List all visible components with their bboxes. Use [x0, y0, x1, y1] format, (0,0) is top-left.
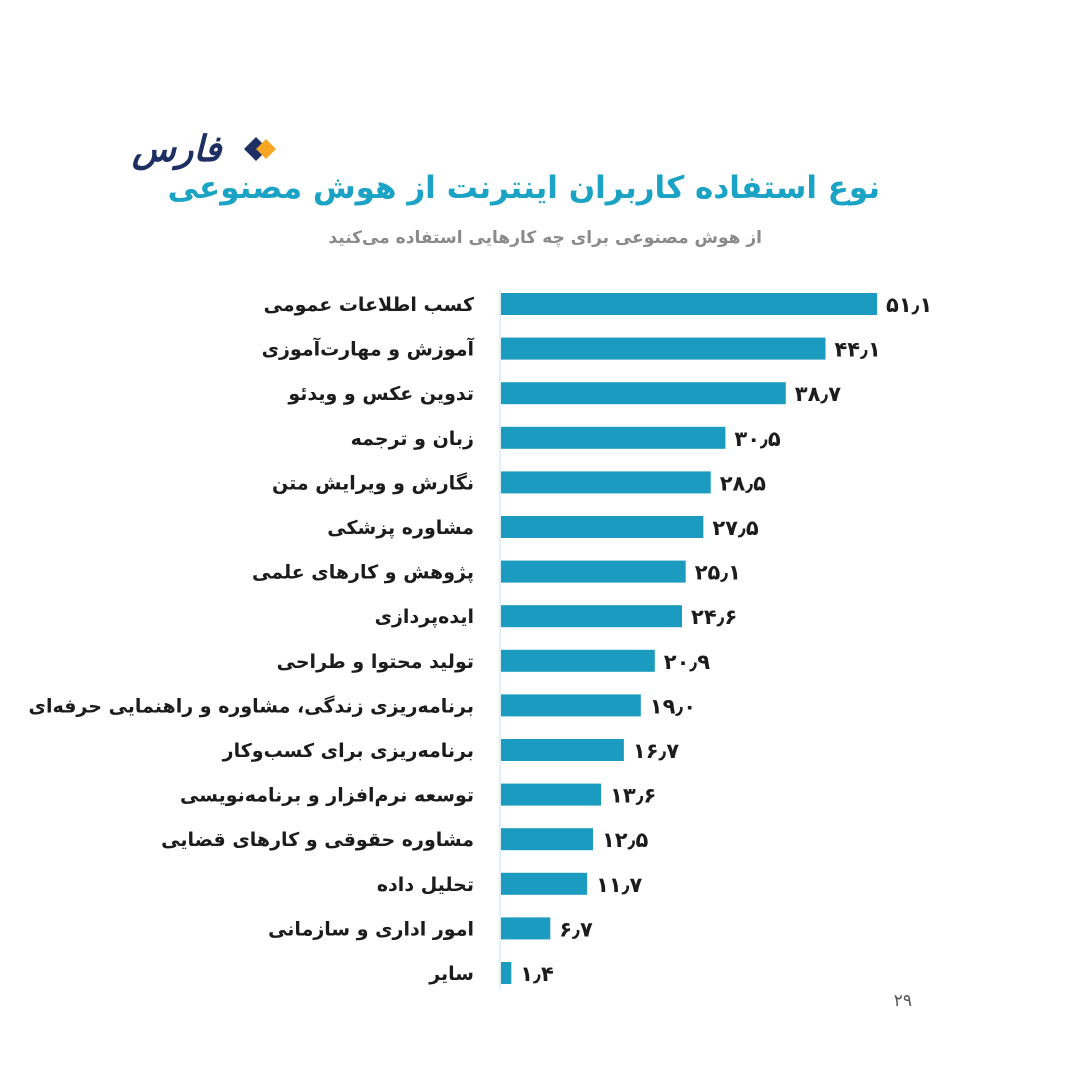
bar — [501, 382, 786, 404]
category-label: پژوهش و کارهای علمی — [252, 561, 474, 584]
bar — [501, 338, 825, 360]
value-label: ۳۰٫۵ — [734, 426, 781, 451]
bar — [501, 293, 877, 315]
bar — [501, 694, 641, 716]
category-label: کسب اطلاعات عمومی — [263, 294, 474, 316]
bar — [501, 873, 587, 895]
category-label: آموزش و مهارت‌آموزی — [261, 338, 474, 361]
category-label: تدوین عکس و ویدئو — [288, 383, 474, 406]
value-label: ۱۱٫۷ — [596, 872, 643, 897]
category-label: برنامه‌ریزی برای کسب‌وکار — [222, 740, 474, 762]
bar — [501, 471, 711, 493]
page-number: ۲۹ — [893, 991, 912, 1011]
bar — [501, 605, 682, 627]
category-label: زبان و ترجمه — [350, 427, 474, 450]
value-label: ۲۸٫۵ — [719, 471, 767, 496]
category-label: تحلیل داده — [376, 873, 474, 896]
bar — [501, 917, 550, 939]
brand-name: فارس — [132, 128, 222, 170]
category-label: امور اداری و سازمانی — [268, 918, 474, 941]
value-label: ۲۵٫۱ — [694, 560, 741, 585]
value-label: ۱۹٫۰ — [649, 694, 697, 719]
bar — [501, 739, 624, 761]
bar — [501, 828, 593, 850]
value-label: ۵۱٫۱ — [886, 293, 933, 317]
value-label: ۱۳٫۶ — [610, 783, 657, 808]
category-label: مشاوره حقوقی و کارهای قضایی — [161, 829, 474, 852]
category-label: مشاوره پزشکی — [327, 517, 474, 539]
value-label: ۳۸٫۷ — [794, 382, 842, 407]
bar — [501, 516, 703, 538]
category-label: نگارش و ویرایش متن — [271, 472, 474, 495]
category-label: ایده‌پردازی — [374, 606, 474, 629]
bars-group — [29, 290, 933, 989]
bar — [501, 962, 511, 984]
category-label: برنامه‌ریزی زندگی، مشاوره و راهنمایی حرفه‌ای — [28, 695, 474, 718]
category-label: تولید محتوا و طراحی — [276, 650, 474, 673]
chart-subtitle: از هوش مصنوعی برای چه کارهایی استفاده می‌کنید — [328, 228, 762, 248]
value-label: ۱۲٫۵ — [601, 828, 649, 853]
value-label: ۲۰٫۹ — [663, 649, 711, 674]
bar — [501, 427, 725, 449]
value-label: ۴۴٫۱ — [834, 337, 881, 362]
value-label: ۱۶٫۷ — [632, 739, 680, 763]
bar — [501, 784, 601, 806]
value-label: ۶٫۷ — [559, 917, 593, 942]
value-label: ۲۴٫۶ — [691, 605, 738, 630]
value-label: ۱٫۴ — [520, 962, 554, 986]
category-label: سایر — [429, 963, 474, 985]
category-label: توسعه نرم‌افزار و برنامه‌نویسی — [180, 784, 474, 807]
bar — [501, 650, 655, 672]
value-label: ۲۷٫۵ — [712, 516, 759, 540]
bar — [501, 561, 686, 583]
chart-title: نوع استفاده کاربران اینترنت از هوش مصنوعی — [167, 170, 880, 206]
